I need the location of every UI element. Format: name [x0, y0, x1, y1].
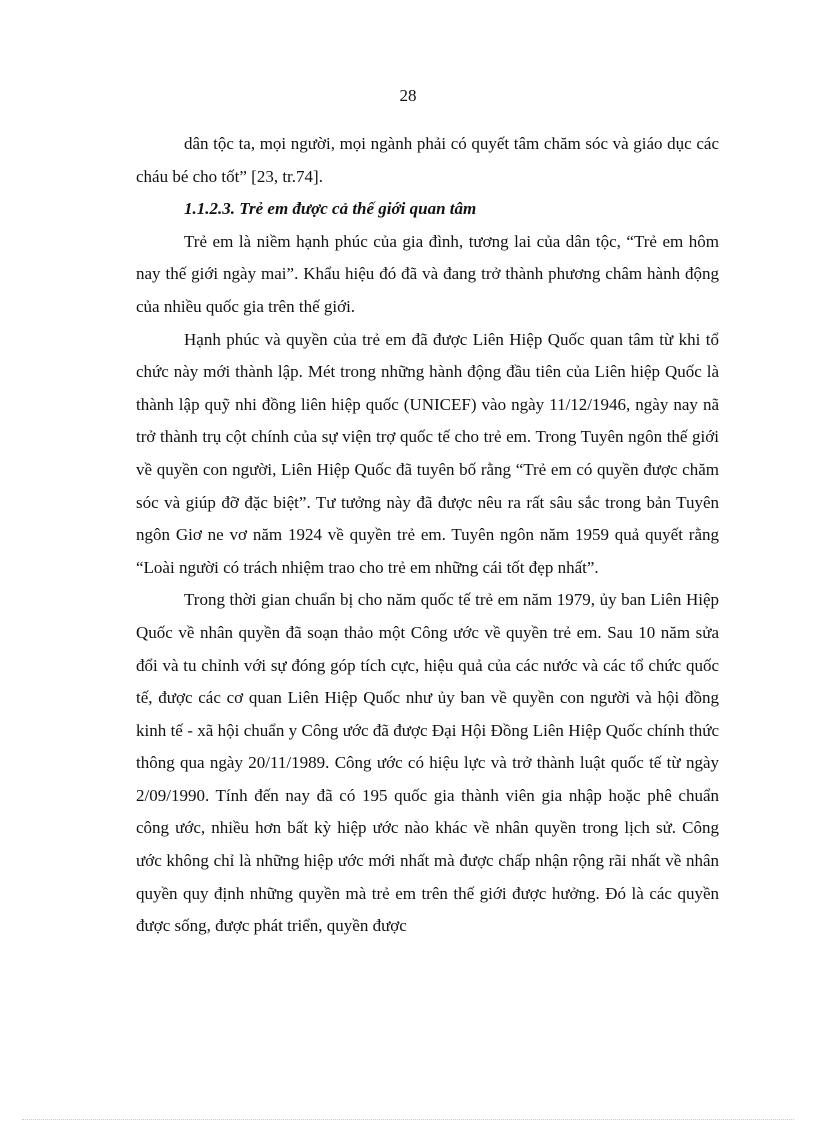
paragraph-children-happiness: Trẻ em là niềm hạnh phúc của gia đình, tương lai của dân tộc, “Trẻ em hôm nay thế giới ngày mai”. Khẩu hiệu đó đã và đang trở thành phương châm hành động của nhiều quốc gia trên thế giới. — [136, 231, 719, 316]
paragraph-un-interest: Hạnh phúc và quyền của trẻ em đã được Liên Hiệp Quốc quan tâm từ khi tổ chức này mới thành lập. Mét trong những hành động đầu tiên của Liên hiệp Quốc là thành lập quỹ nhi đồng liên hiệp quốc (UNICEF) vào ngày 11/12/1946, ngày nay nã trở thành trụ cột chính của sự viện trợ quốc tế cho trẻ em. Trong Tuyên ngôn thế giới về quyền con người, Liên Hiệp Quốc đã tuyên bố rằng “Trẻ em có quyền được chăm sóc và giúp đỡ đặc biệt”. Tư tưởng này đã được nêu ra rất sâu sắc trong bản Tuyên ngôn Giơ ne vơ năm 1924 về quyền trẻ em. Tuyên ngôn năm 1959 quả quyết rằng “Loài người có trách nhiệm trao cho trẻ em những cái tốt đẹp nhất”. — [136, 329, 719, 577]
section-heading: 1.1.2.3. Trẻ em được cả thế giới quan tâm — [184, 199, 477, 219]
page-number: 28 — [399, 86, 417, 105]
document-body — [136, 128, 719, 943]
paragraph-convention: Trong thời gian chuẩn bị cho năm quốc tế trẻ em năm 1979, ủy ban Liên Hiệp Quốc về nhân quyền đã soạn thảo một Công ước về quyền trẻ em. Sau 10 năm sửa đổi và tu chỉnh với sự đóng góp tích cực, hiệu quả của các nước và các tổ chức quốc tế, được các cơ quan Liên Hiệp Quốc như ủy ban về quyền con người và hội đồng kinh tế - xã hội chuẩn y Công ước đã được Đại Hội Đồng Liên Hiệp Quốc chính thức thông qua ngày 20/11/1989. Công ước có hiệu lực và trở thành luật quốc tế từ ngày 2/09/1990. Tính đến nay đã có 195 quốc gia thành viên gia nhập hoặc phê chuẩn công ước, nhiều hơn bất kỳ hiệp ước nào khác về nhân quyền trong lịch sử. Công ước không chỉ là những hiệp ước mới nhất mà được chấp nhận rộng rãi nhất về nhân quyền quy định những quyền mà trẻ em trên thế giới được hưởng. Đó là các quyền được sống, được phát triển, quyền được — [136, 590, 719, 936]
paragraph-continued: dân tộc ta, mọi người, mọi ngành phải có quyết tâm chăm sóc và giáo dục các cháu bé cho tốt” [23, tr.74]. — [136, 134, 719, 186]
page-bottom-border — [22, 1119, 794, 1120]
